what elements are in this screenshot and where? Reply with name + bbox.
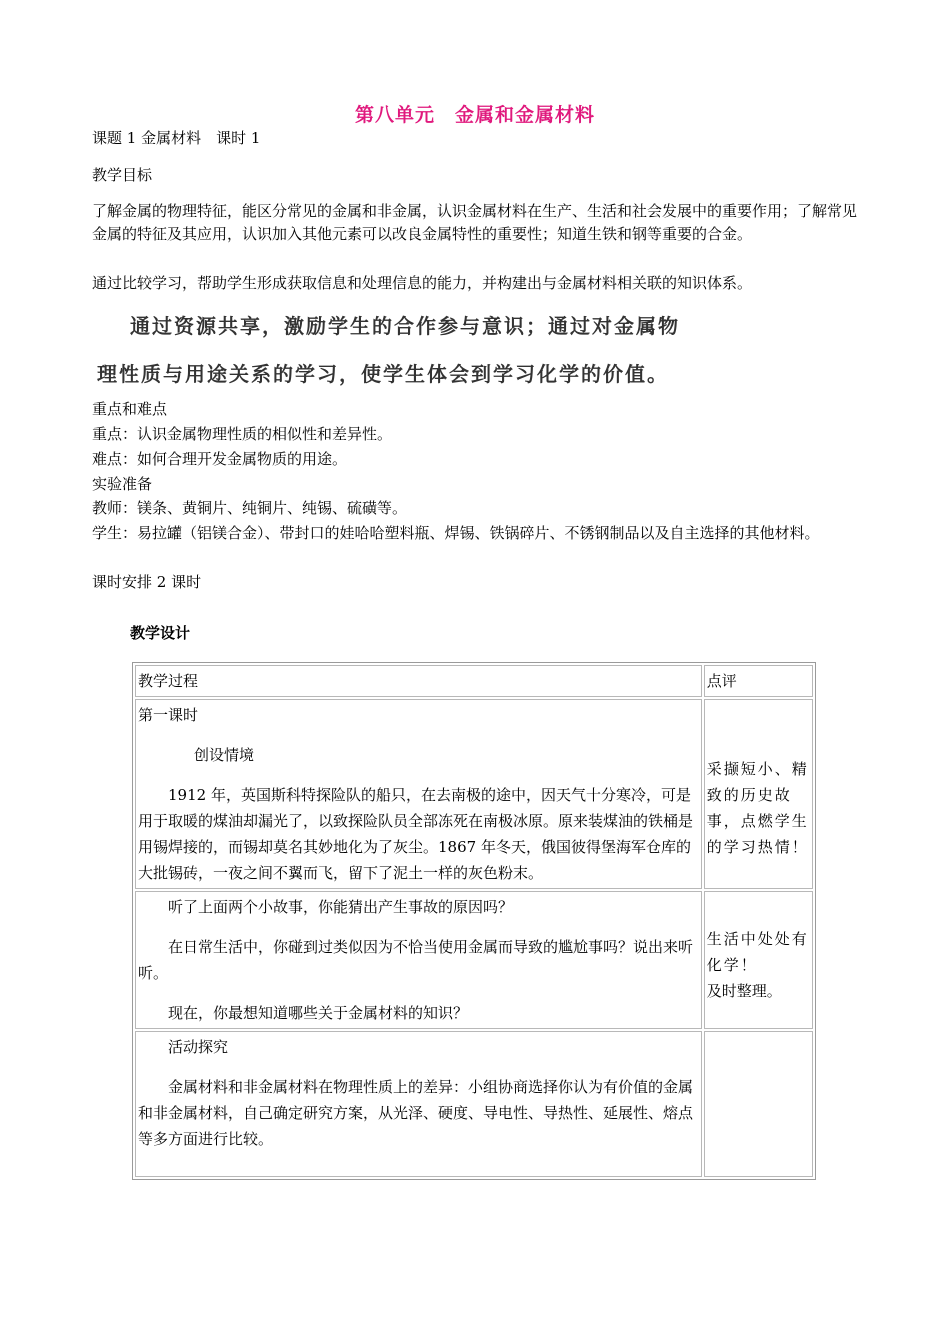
comment-cell-1	[704, 699, 813, 889]
teacher-prep: 教师：镁条、黄铜片、纯铜片、纯锡、硫磺等。	[92, 499, 408, 517]
section-label: 创设情境	[194, 746, 255, 764]
section-label: 活动探究	[168, 1038, 229, 1056]
table-header-row	[135, 665, 813, 697]
activity-text: 金属材料和非金属材料在物理性质上的差异：小组协商选择你认为有价值的金属和非金属材料，自己确定研究方案，从光泽、硬度、导电性、导热性、延展性、熔点等多方面进行比较。	[138, 1078, 694, 1148]
key-point: 重点：认识金属物理性质的相似性和差异性。	[92, 425, 393, 443]
goal-3-line-1: 通过资源共享，激励学生的合作参与意识；通过对金属物	[130, 314, 680, 338]
comment-text: 采撷短小、精致的历史故事，点燃学生的学习热情！	[706, 760, 809, 856]
goal-1: 了解金属的物理特征，能区分常见的金属和非金属，认识金属材料在生产、生活和社会发展中的重要作用；了解常见金属的特征及其应用，认识加入其他元素可以改良金属特性的重要性；知道生铁和钢等重要的合金。	[92, 202, 858, 243]
goal-2: 通过比较学习，帮助学生形成获取信息和处理信息的能力，并构建出与金属材料相关联的知识体系。	[92, 274, 753, 292]
process-cell-2	[135, 891, 702, 1029]
question-3: 现在，你最想知道哪些关于金属材料的知识？	[168, 1004, 469, 1022]
prep-heading: 实验准备	[92, 475, 153, 493]
goal-3-line-2: 理性质与用途关系的学习，使学生体会到学习化学的价值。	[97, 362, 669, 386]
story-text: 1912 年，英国斯科特探险队的船只，在去南极的途中，因天气十分寒冷，可是用于取暖的煤油却漏光了，以致探险队员全部冻死在南极冰原。原来装煤油的铁桶是用锡焊接的，而锡却莫名其妙地化为了灰尘。1867 年冬天，俄国彼得堡海军仓库的大批锡砖，一夜之间不翼而飞，留下了泥土一样的灰色粉末。	[138, 786, 694, 882]
lesson-line: 课题 1 金属材料 课时 1	[92, 129, 261, 147]
design-heading: 教学设计	[130, 624, 191, 642]
header-process: 教学过程	[135, 665, 702, 697]
question-2: 在日常生活中，你碰到过类似因为不恰当使用金属而导致的尴尬事吗？说出来听听。	[138, 938, 694, 982]
period-label: 第一课时	[138, 706, 199, 724]
student-prep: 学生：易拉罐（铝镁合金）、带封口的娃哈哈塑料瓶、焊锡、铁锅碎片、不锈钢制品以及自主选择的其他材料。	[92, 524, 820, 542]
process-cell-3	[135, 1031, 702, 1177]
goals-heading: 教学目标	[92, 166, 153, 184]
comment-text: 及时整理。	[706, 982, 782, 1000]
difficult-point: 难点：如何合理开发金属物质的用途。	[92, 450, 348, 468]
question-1: 听了上面两个小故事，你能猜出产生事故的原因吗？	[168, 898, 514, 916]
page-title: 第八单元 金属和金属材料	[354, 104, 595, 126]
comment-cell-3	[704, 1031, 813, 1177]
comment-cell-2	[704, 891, 813, 1029]
table-row	[135, 1031, 813, 1177]
teaching-design-table	[132, 662, 816, 1180]
key-heading: 重点和难点	[92, 400, 168, 418]
process-cell-1	[135, 699, 702, 889]
comment-text: 生活中处处有化学！	[706, 930, 809, 974]
table-row	[135, 699, 813, 889]
schedule: 课时安排 2 课时	[92, 573, 202, 591]
header-comment: 点评	[704, 665, 813, 697]
table-row	[135, 891, 813, 1029]
